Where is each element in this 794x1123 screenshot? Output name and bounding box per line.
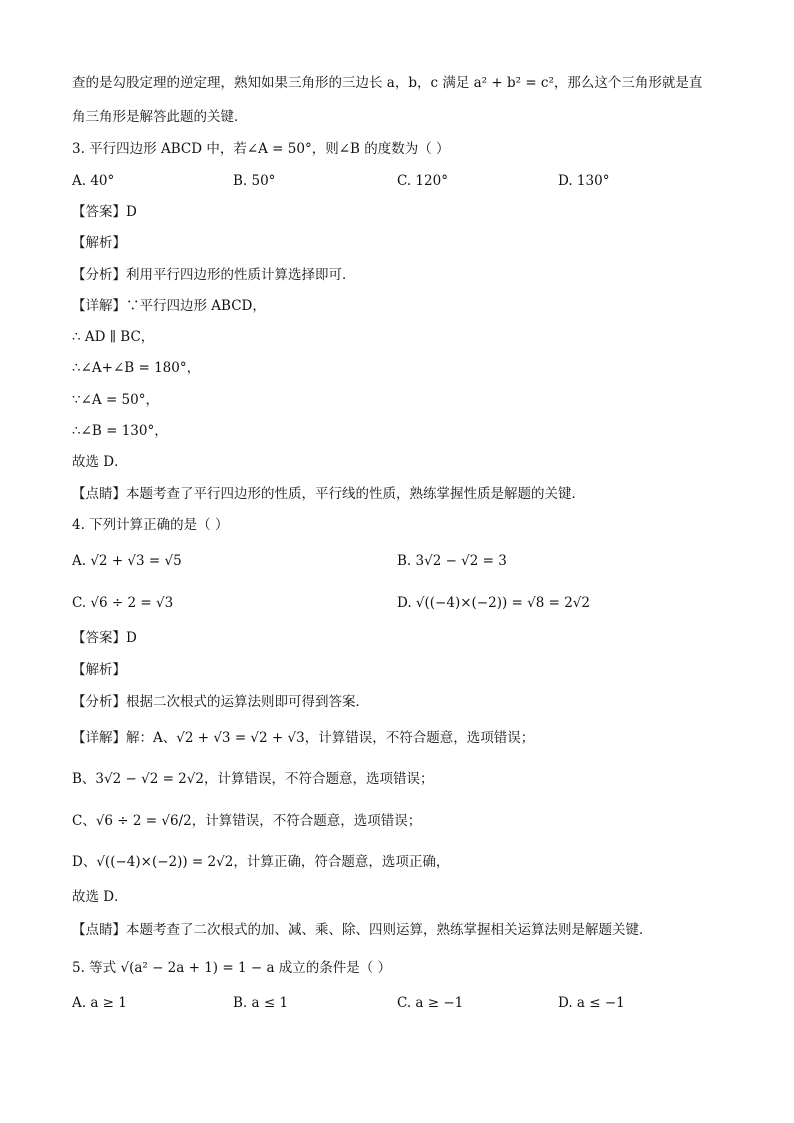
- q3-answer: [72, 202, 137, 222]
- q5-option-d: D. a ≤ −1: [558, 995, 625, 1011]
- q4-detail-3: C、√6 ÷ 2 = √6/2，计算错误，不符合题意，选项错误；: [72, 813, 422, 829]
- intro-line-2: 角三角形是解答此题的关键．: [72, 109, 248, 125]
- answer-label: 【答案】: [72, 630, 126, 646]
- q3-option-b: B. 50°: [233, 173, 276, 189]
- q3-dianjing: 【点睛】本题考查了平行四边形的性质，平行线的性质，熟练掌握性质是解题的关键．: [72, 486, 585, 502]
- q4-dianjing: 【点睛】本题考查了二次根式的加、减、乘、除、四则运算，熟练掌握相关运算法则是解题关键．: [72, 922, 653, 938]
- q4-option-c: C. √6 ÷ 2 = √3: [72, 595, 174, 611]
- q3-detail-4: ∵∠A = 50°，: [72, 392, 159, 408]
- q3-detail-2: ∴ AD ∥ BC，: [72, 329, 155, 345]
- q4-detail-1: 【详解】解：A、√2 + √3 = √2 + √3，计算错误，不符合题意，选项错误；: [72, 730, 535, 746]
- q5-option-a: A. a ≥ 1: [72, 995, 127, 1011]
- q4-fenxi: 【分析】根据二次根式的运算法则即可得到答案．: [72, 694, 369, 710]
- q4-answer: [72, 628, 137, 648]
- q4-detail-5: 故选 D．: [72, 889, 128, 905]
- q3-detail-6: 故选 D．: [72, 454, 128, 470]
- intro-line-1: 查的是勾股定理的逆定理，熟知如果三角形的三边长 a，b，c 满足 a² + b² = c²，那么这个三角形就是直: [72, 75, 703, 91]
- answer-label: 【答案】: [72, 204, 126, 220]
- q4-option-a: A. √2 + √3 = √5: [72, 553, 182, 569]
- q3-option-a: A. 40°: [72, 173, 115, 189]
- q3-detail-5: ∴∠B = 130°，: [72, 423, 168, 439]
- q3-detail-1: 【详解】∵平行四边形 ABCD，: [72, 298, 266, 314]
- q4-analysis-label: 【解析】: [72, 662, 126, 678]
- q5-stem: 5. 等式 √(a² − 2a + 1) = 1 − a 成立的条件是（ ）: [72, 960, 392, 976]
- q3-option-d: D. 130°: [558, 173, 610, 189]
- q3-detail-3: ∴∠A+∠B = 180°，: [72, 360, 201, 376]
- answer-value: D: [126, 204, 137, 220]
- q3-stem: 3. 平行四边形 ABCD 中，若∠A = 50°，则∠B 的度数为（ ）: [72, 141, 450, 157]
- q3-fenxi: 【分析】利用平行四边形的性质计算选择即可．: [72, 267, 356, 283]
- q4-detail-2: B、3√2 − √2 = 2√2，计算错误，不符合题意，选项错误；: [72, 771, 434, 787]
- q4-detail-4: D、√((−4)×(−2)) = 2√2，计算正确，符合题意，选项正确，: [72, 854, 450, 870]
- q4-option-d: D. √((−4)×(−2)) = √8 = 2√2: [397, 595, 591, 611]
- q4-option-b: B. 3√2 − √2 = 3: [397, 553, 507, 569]
- q5-option-c: C. a ≥ −1: [397, 995, 464, 1011]
- q4-stem: 4. 下列计算正确的是（ ）: [72, 517, 229, 533]
- answer-value: D: [126, 630, 137, 646]
- q5-option-b: B. a ≤ 1: [233, 995, 289, 1011]
- q3-analysis-label: 【解析】: [72, 235, 126, 251]
- q3-option-c: C. 120°: [397, 173, 448, 189]
